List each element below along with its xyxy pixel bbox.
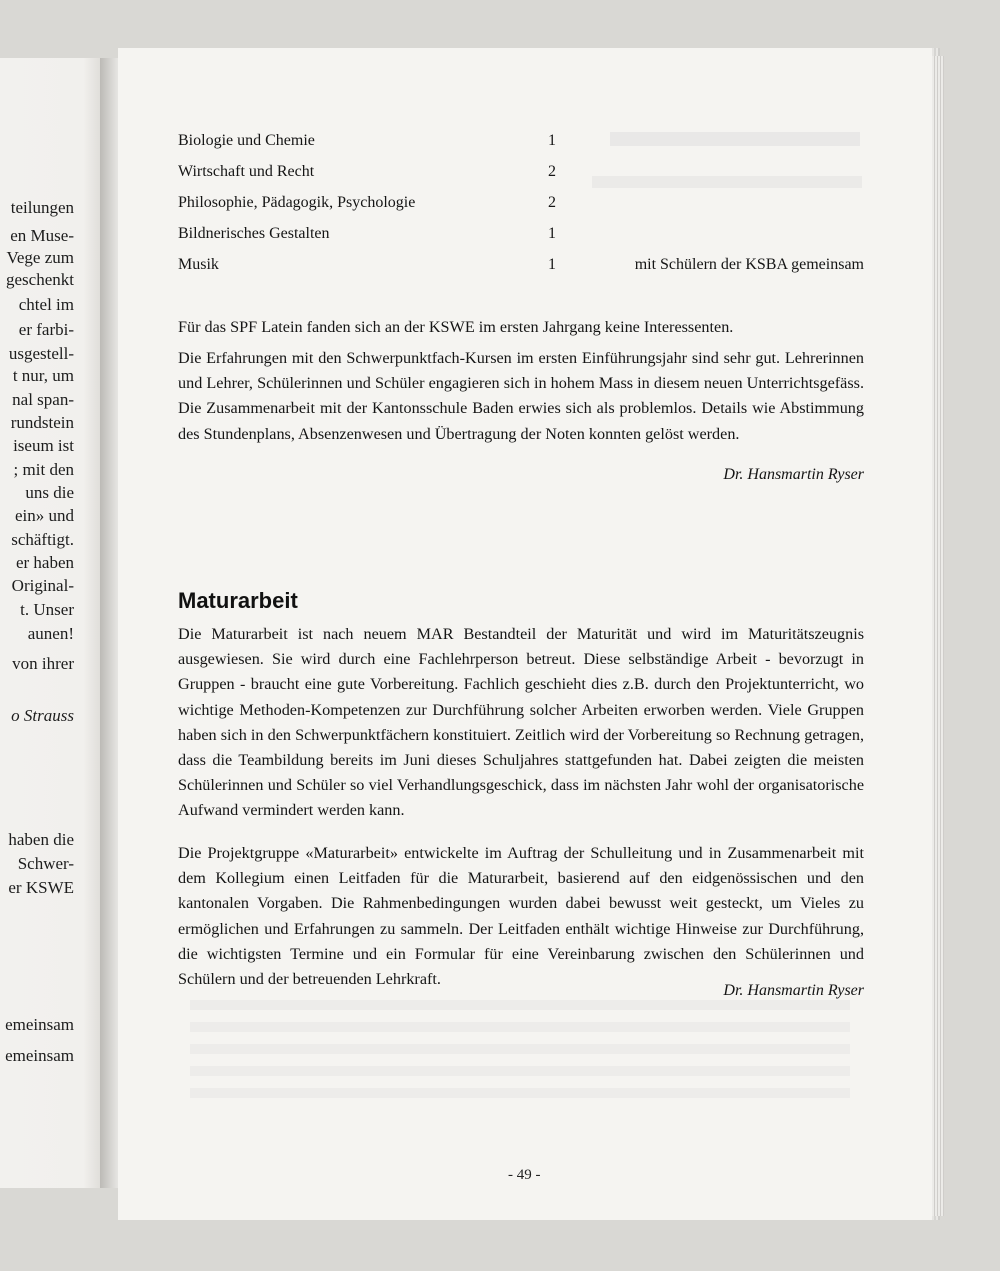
subject-name: Musik [178, 256, 219, 273]
facing-page-line: Schwer- [17, 854, 74, 873]
facing-page-line: emeinsam [5, 1046, 74, 1065]
subject-name: Wirtschaft und Recht [178, 163, 315, 180]
facing-page-line: haben die [8, 830, 74, 849]
subject-row [178, 194, 864, 216]
subject-count: 1 [548, 132, 556, 149]
subject-count: 1 [548, 256, 556, 273]
subject-note: mit Schülern der KSBA gemeinsam [634, 256, 864, 273]
experience-paragraph: Die Erfahrungen mit den Schwerpunktfach-Kursen im ersten Einführungsjahr sind sehr gut. Lehrerinnen und Lehrer, Schülerinnen und Schüler engagieren sich in hohem Mass in diesem neuen Unterrichtsgefäss. Die Zusammenarbeit mit der Kantonsschule Baden erwies sich als problemlos. Details wie Abstimmung des Stundenplans, Absenzenwesen und Übertragung der Noten konnten gelöst werden. [178, 349, 864, 443]
facing-page-line: Original- [11, 576, 74, 595]
facing-page-line: o Strauss [11, 706, 74, 725]
facing-page-line: er KSWE [8, 878, 74, 897]
facing-page-line: rundstein [10, 413, 74, 432]
facing-page-line: teilungen [10, 198, 74, 217]
facing-page-line: ein» und [14, 506, 74, 525]
facing-page-line: emeinsam [5, 1015, 74, 1034]
page-number: - 49 - [508, 1167, 541, 1183]
facing-page-line: er farbi- [18, 320, 74, 339]
facing-page-line: von ihrer [12, 654, 74, 673]
subject-count: 2 [548, 163, 556, 180]
facing-page-line: geschenkt [6, 270, 74, 289]
facing-page-line: ; mit den [13, 460, 74, 479]
section-heading: Maturarbeit [178, 588, 298, 613]
facing-page-line: iseum ist [13, 436, 74, 455]
subject-row [178, 256, 864, 278]
facing-page-line: chtel im [18, 295, 74, 314]
subject-row [178, 225, 864, 247]
facing-page-line: uns die [25, 483, 74, 502]
author-signature: Dr. Hansmartin Ryser [723, 982, 864, 999]
facing-page-line: t nur, um [12, 366, 74, 385]
facing-page-line: Vege zum [6, 248, 74, 267]
facing-page-line: t. Unser [20, 600, 74, 619]
facing-page-line: en Muse- [10, 226, 74, 245]
page-edge [932, 56, 944, 1216]
facing-page-line: usgestell- [8, 344, 74, 363]
facing-page-line: aunen! [27, 624, 74, 643]
maturarbeit-paragraph: Die Maturarbeit ist nach neuem MAR Bestandteil der Maturität und wird im Maturitätszeugnis ausgewiesen. Sie wird durch eine Fachlehrperson betreut. Diese selbständige Arbeit - bevorzugt in Gruppen - braucht eine gute Vorbereitung. Fachlich geschieht dies z.B. durch den Projektunterricht, wo wichtige Methoden-Kompetenzen zur Durchführung solcher Arbeiten erworben werden. Viele Gruppen haben sich in den Schwerpunktfächern konstituiert. Zeitlich wird der Vorbereitung so Rechnung getragen, dass die Teambildung bereits im Juni dieses Schuljahres stattgefunden hat. Dabei zeigten die meisten Schülerinnen und Schüler so viel Verhandlungsgeschick, dass im nächsten Jahr wohl der organisatorische Aufwand vermindert werden kann. [178, 625, 864, 820]
subject-name: Bildnerisches Gestalten [178, 225, 330, 242]
subject-row [178, 163, 864, 185]
facing-page [0, 58, 104, 1188]
subject-row [178, 132, 864, 154]
facing-page-line: er haben [15, 553, 74, 572]
subject-count: 2 [548, 194, 556, 211]
subject-name: Philosophie, Pädagogik, Psychologie [178, 194, 416, 211]
facing-page-line: schäftigt. [11, 530, 74, 549]
subject-name: Biologie und Chemie [178, 132, 315, 149]
subject-count: 1 [548, 225, 556, 242]
bleed-through [190, 1000, 850, 1110]
author-signature: Dr. Hansmartin Ryser [723, 466, 864, 483]
facing-page-line: nal span- [12, 390, 74, 409]
maturarbeit-paragraph: Die Projektgruppe «Maturarbeit» entwickelte im Auftrag der Schulleitung und in Zusammenarbeit mit dem Kollegium einen Leitfaden für die Maturarbeit, basierend auf den eidgenössischen und den kantonalen Vorgaben. Die Rahmenbedingungen wurden dabei bewusst weit gesteckt, um Vieles zu ermöglichen und Erfahrungen zu sammeln. Der Leitfaden enthält wichtige Hinweise zur Durchführung, die wichtigsten Termine und ein Formular für eine Vereinbarung zwischen den Schülerinnen und Schülern und der betreuenden Lehrkraft. [178, 844, 864, 989]
latein-note: Für das SPF Latein fanden sich an der KSWE im ersten Jahrgang keine Interessenten. [178, 318, 734, 336]
